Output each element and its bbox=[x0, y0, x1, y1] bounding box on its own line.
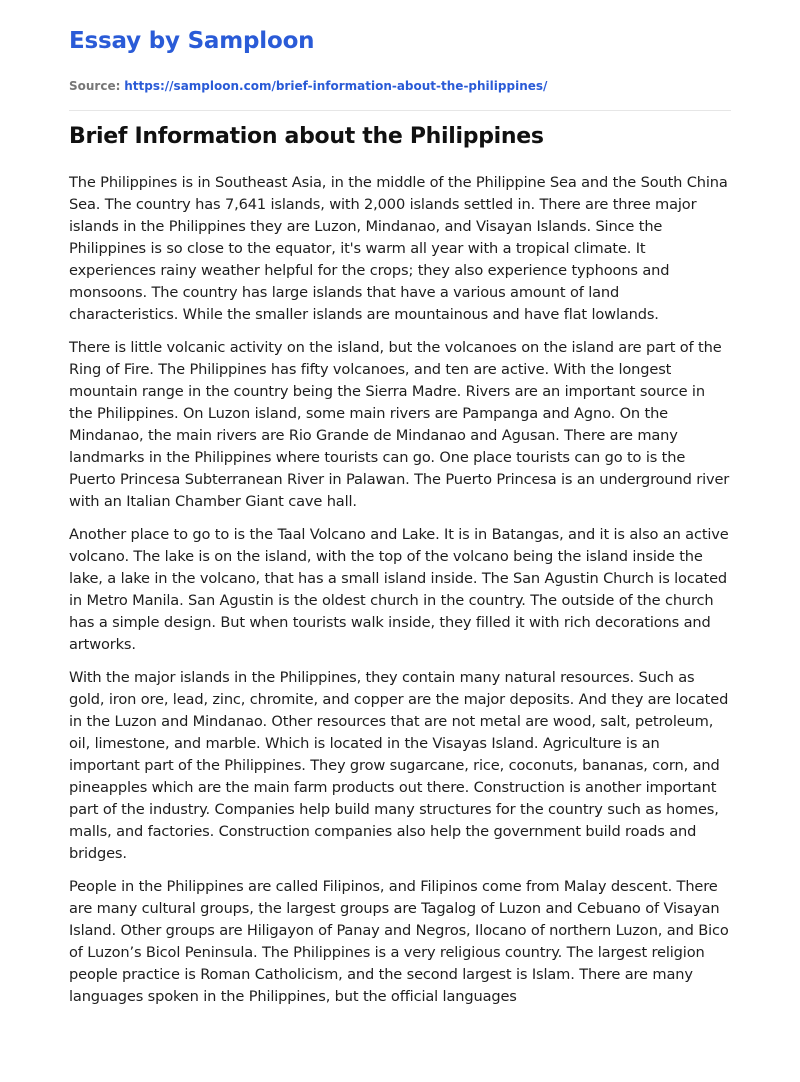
source-label: Source: bbox=[69, 79, 121, 93]
essay-paragraph-2: There is little volcanic activity on the island, but the volcanoes on the island are part of the Ring of Fire. The Philippines has fifty volcanoes, and ten are active. With the longest mountain range in the country being the Sierra Madre. Rivers are an important source in the Philippines. On Luzon island, some main rivers are Pampanga and Agno. On the Mindanao, the main rivers are Rio Grande de Mindanao and Agusan. There are many landmarks in the Philippines where tourists can go. One place tourists can go to is the Puerto Princesa Subterranean River in Palawan. The Puerto Princesa is an underground river with an Italian Chamber Giant cave hall. bbox=[69, 339, 730, 510]
source-line bbox=[69, 79, 547, 93]
essay-body bbox=[69, 172, 731, 1019]
essay-paragraph-5: People in the Philippines are called Filipinos, and Filipinos come from Malay descent. There are many cultural groups, the largest groups are Tagalog of Luzon and Cebuano of Visayan Island. Other groups are Hiligayon of Panay and Negros, Ilocano of northern Luzon, and Bico of Luzon’s Bicol Peninsula. The Philippines is a very religious country. The largest religion people practice is Roman Catholicism, and the second largest is Islam. There are many languages spoken in the Philippines, but the official languages bbox=[69, 878, 729, 1005]
essay-paragraph-3: Another place to go to is the Taal Volcano and Lake. It is in Batangas, and it is also an active volcano. The lake is on the island, with the top of the volcano being the island inside the lake, a lake in the volcano, that has a small island inside. The San Agustin Church is located in Metro Manila. San Agustin is the oldest church in the country. The outside of the church has a simple design. But when tourists walk inside, they filled it with rich decorations and artworks. bbox=[69, 526, 729, 653]
source-link[interactable]: https://samploon.com/brief-information-about-the-philippines/ bbox=[124, 79, 548, 93]
header-divider bbox=[69, 110, 731, 111]
essay-paragraph-4: With the major islands in the Philippines, they contain many natural resources. Such as gold, iron ore, lead, zinc, chromite, and copper are the major deposits. And they are located in the Luzon and Mindanao. Other resources that are not metal are wood, salt, petroleum, oil, limestone, and marble. Which is located in the Visayas Island. Agriculture is an important part of the Philippines. They grow sugarcane, rice, coconuts, bananas, corn, and pineapples which are the main farm products out there. Construction is another important part of the industry. Companies help build many structures for the country such as homes, malls, and factories. Construction companies also help the government build roads and bridges. bbox=[69, 669, 729, 862]
essay-title: Brief Information about the Philippines bbox=[69, 124, 544, 149]
brand-logo-text[interactable]: Essay by Samploon bbox=[69, 28, 315, 54]
essay-paragraph-1: The Philippines is in Southeast Asia, in the middle of the Philippine Sea and the South China Sea. The country has 7,641 islands, with 2,000 islands settled in. There are three major islands in the Philippines they are Luzon, Mindanao, and Visayan Islands. Since the Philippines is so close to the equator, it's warm all year with a tropical climate. It experiences rainy weather helpful for the crops; they also experience typhoons and monsoons. The country has large islands that have a various amount of land characteristics. While the smaller islands are mountainous and have flat lowlands. bbox=[69, 174, 728, 323]
